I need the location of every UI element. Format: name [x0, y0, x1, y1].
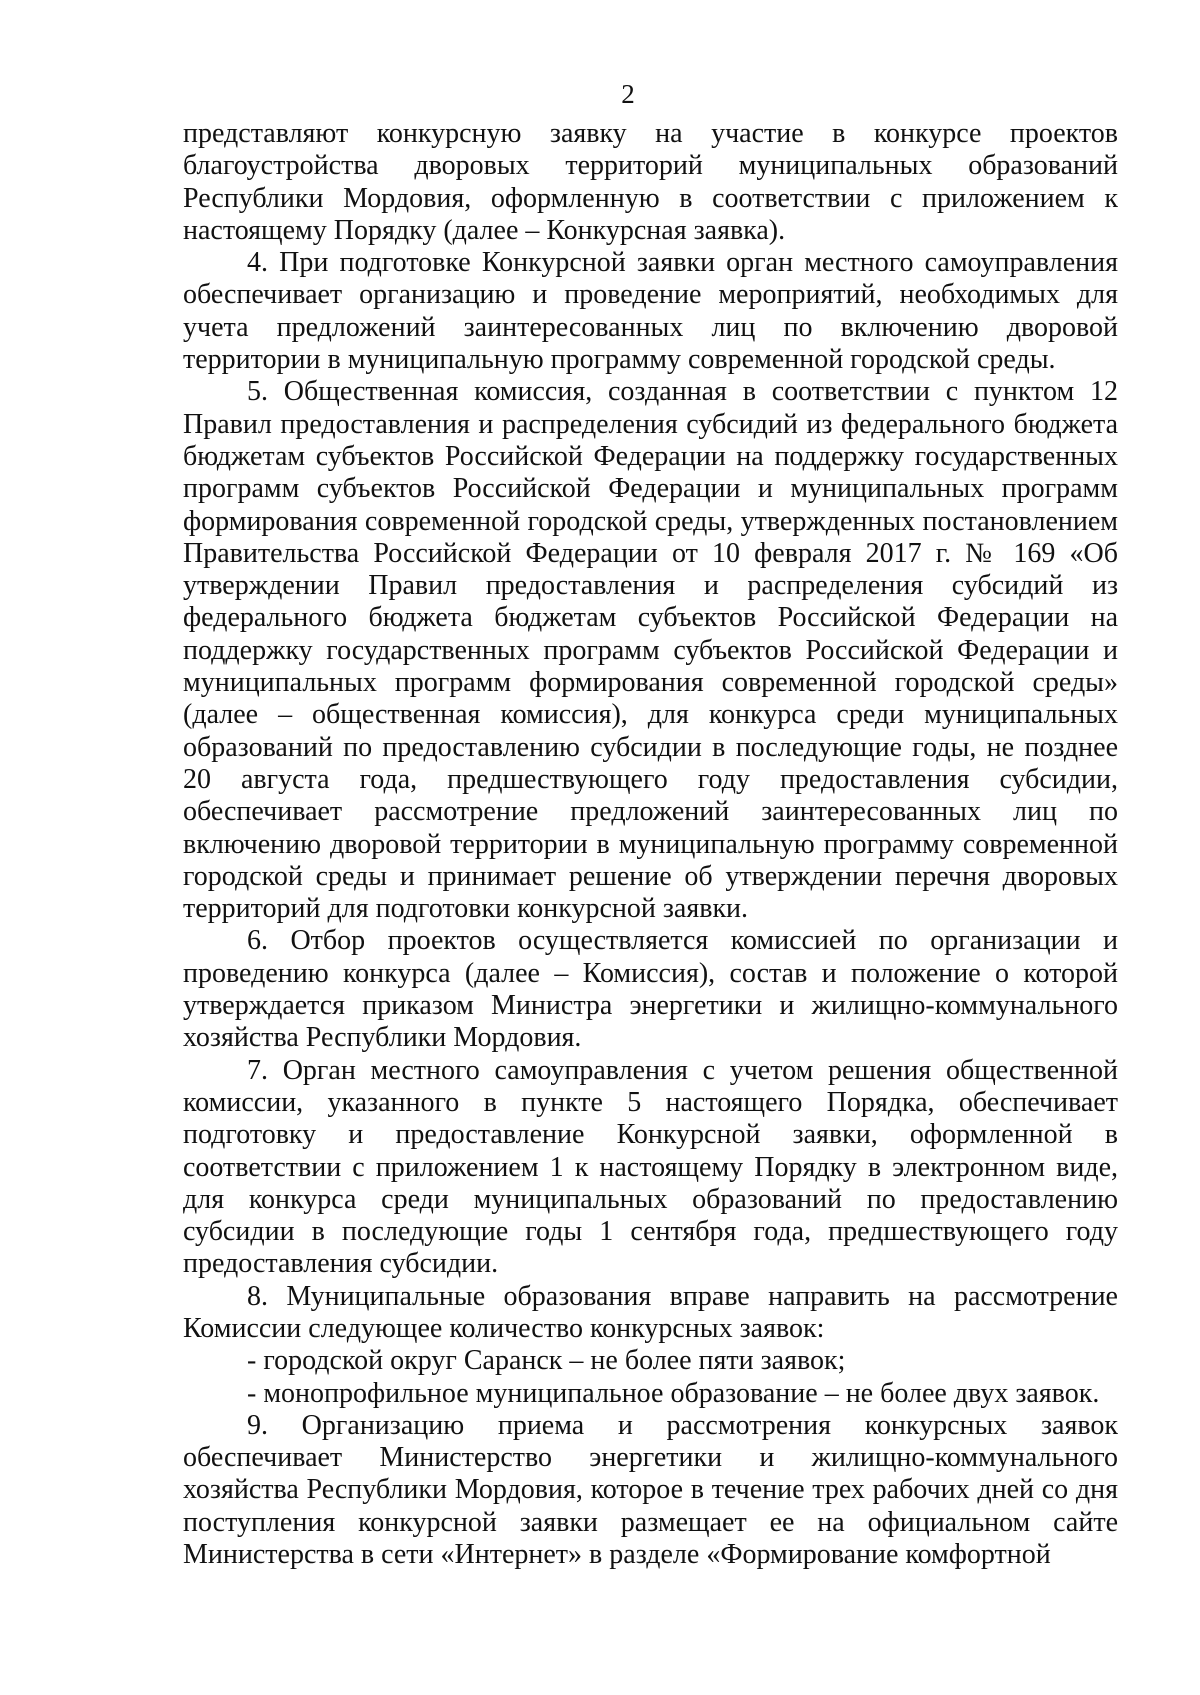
paragraph-item-9: 9. Организацию приема и рассмотрения конкурсных заявок обеспечивает Министерство энергетики и жилищно-коммунального хозяйства Республики Мордовия, которое в течение трех рабочих дней со дня поступления конкурсной заявки размещает ее на официальном сайте Министерства в сети «Интернет» в разделе «Формирование комфортной [183, 1409, 1118, 1571]
document-body [183, 118, 1118, 1571]
paragraph-item-8: 8. Муниципальные образования вправе направить на рассмотрение Комиссии следующее количество конкурсных заявок: [183, 1280, 1118, 1344]
paragraph-item-5: 5. Общественная комиссия, созданная в соответствии с пунктом 12 Правил предоставления и распределения субсидий из федерального бюджета бюджетам субъектов Российской Федерации на поддержку государственных программ субъектов Российской Федерации и муниципальных программ формирования современной городской среды, утвержденных постановлением Правительства Российской Федерации от 10 февраля 2017 г. № 169 «Об утверждении Правил предоставления и распределения субсидий из федерального бюджета бюджетам субъектов Российской Федерации на поддержку государственных программ субъектов Российской Федерации и муниципальных программ формирования современной городской среды» (далее – общественная комиссия), для конкурса среди муниципальных образований по предоставлению субсидии в последующие годы, не позднее 20 августа года, предшествующего году предоставления субсидии, обеспечивает рассмотрение предложений заинтересованных лиц по включению дворовой территории в муниципальную программу современной городской среды и принимает решение об утверждении перечня дворовых территорий для подготовки конкурсной заявки. [183, 376, 1118, 925]
page-number: 2 [621, 79, 635, 109]
list-item-monoprofile: - монопрофильное муниципальное образование – не более двух заявок. [247, 1377, 1100, 1409]
paragraph-item-7: 7. Орган местного самоуправления с учетом решения общественной комиссии, указанного в пункте 5 настоящего Порядка, обеспечивает подготовку и предоставление Конкурсной заявки, оформленной в соответствии с приложением 1 к настоящему Порядку в электронном виде, для конкурса среди муниципальных образований по предоставлению субсидии в последующие годы 1 сентября года, предшествующего году предоставления субсидии. [183, 1054, 1118, 1280]
paragraph-item-6: 6. Отбор проектов осуществляется комиссией по организации и проведению конкурса (далее – Комиссия), состав и положение о которой утверждается приказом Министра энергетики и жилищно-коммунального хозяйства Республики Мордовия. [183, 925, 1118, 1054]
paragraph-item-4: 4. При подготовке Конкурсной заявки орган местного самоуправления обеспечивает организацию и проведение мероприятий, необходимых для учета предложений заинтересованных лиц по включению дворовой территории в муниципальную программу современной городской среды. [183, 247, 1118, 376]
paragraph-continuation: представляют конкурсную заявку на участие в конкурсе проектов благоустройства дворовых территорий муниципальных образований Республики Мордовия, оформленную в соответствии с приложением к настоящему Порядку (далее – Конкурсная заявка). [183, 118, 1118, 246]
list-item-saransk: - городской округ Саранск – не более пяти заявок; [247, 1345, 846, 1377]
